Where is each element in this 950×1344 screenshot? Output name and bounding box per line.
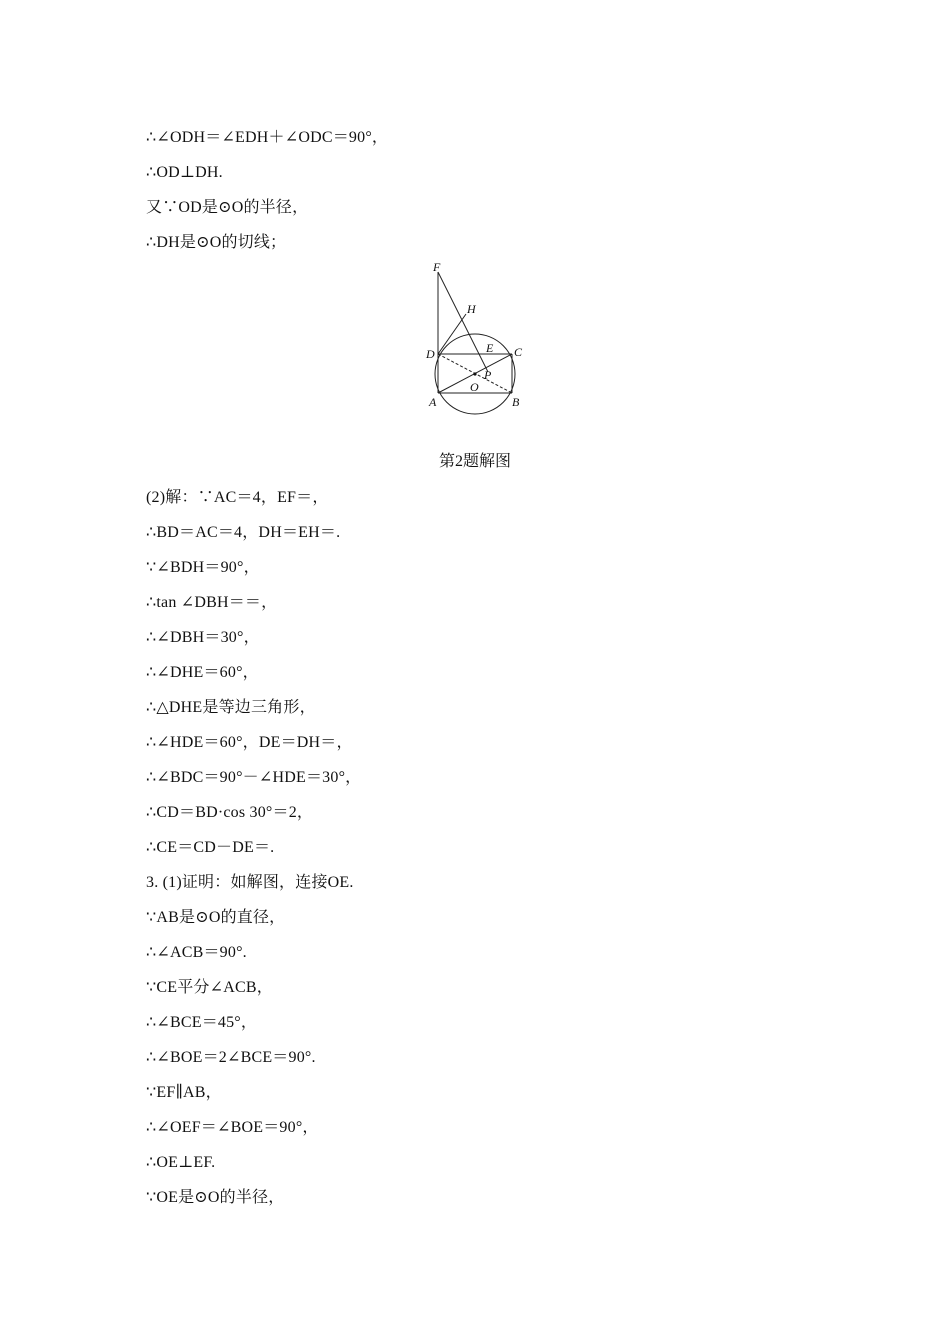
text-line: 3. (1)证明：如解图，连接OE. bbox=[146, 874, 354, 891]
geometry-figure bbox=[420, 262, 530, 417]
label-o: O bbox=[470, 380, 479, 394]
text-line: ∴∠OEF＝∠BOE＝90°， bbox=[146, 1119, 319, 1136]
label-a: A bbox=[429, 395, 437, 409]
text-line: ∴∠BOE＝2∠BCE＝90°. bbox=[146, 1049, 316, 1066]
text-line: 又∵OD是⊙O的半径， bbox=[146, 199, 309, 216]
text-line: ∴∠DHE＝60°， bbox=[146, 664, 259, 681]
text-line: (2)解：∵AC＝4，EF＝， bbox=[146, 489, 329, 506]
text-line: ∴∠BCE＝45°， bbox=[146, 1014, 258, 1031]
text-line: ∴△DHE是等边三角形， bbox=[146, 699, 316, 716]
label-c: C bbox=[514, 345, 523, 359]
text-line: ∴CE＝CD－DE＝. bbox=[146, 839, 275, 856]
text-line: ∴∠ACB＝90°. bbox=[146, 944, 247, 961]
text-line: ∴∠BDC＝90°－∠HDE＝30°， bbox=[146, 769, 362, 786]
label-h: H bbox=[467, 302, 476, 316]
text-line: ∴∠DBH＝30°， bbox=[146, 629, 260, 646]
text-line: ∴∠HDE＝60°，DE＝DH＝， bbox=[146, 734, 353, 751]
label-e: E bbox=[486, 341, 494, 355]
text-line: ∴OE⊥EF. bbox=[146, 1154, 216, 1171]
label-f: F bbox=[433, 262, 441, 274]
label-p: P bbox=[484, 368, 492, 382]
text-line: ∴tan ∠DBH＝＝， bbox=[146, 594, 278, 611]
label-d: D bbox=[426, 347, 435, 361]
text-line: ∵OE是⊙O的半径， bbox=[146, 1189, 285, 1206]
text-line: ∵CE平分∠ACB， bbox=[146, 979, 273, 996]
text-line: ∴∠ODH＝∠EDH＋∠ODC＝90°， bbox=[146, 129, 389, 146]
circle-diagram bbox=[420, 262, 530, 417]
text-line: ∴OD⊥DH. bbox=[146, 164, 223, 181]
text-line: ∴DH是⊙O的切线； bbox=[146, 234, 287, 251]
text-line: ∵EF∥AB， bbox=[146, 1084, 222, 1101]
text-line: ∴BD＝AC＝4，DH＝EH＝. bbox=[146, 524, 341, 541]
text-line: ∴CD＝BD·cos 30°＝2， bbox=[146, 804, 314, 821]
text-line: ∵∠BDH＝90°， bbox=[146, 559, 260, 576]
text-line: ∵AB是⊙O的直径， bbox=[146, 909, 286, 926]
figure-caption: 第2题解图 bbox=[438, 453, 511, 470]
label-b: B bbox=[512, 395, 520, 409]
